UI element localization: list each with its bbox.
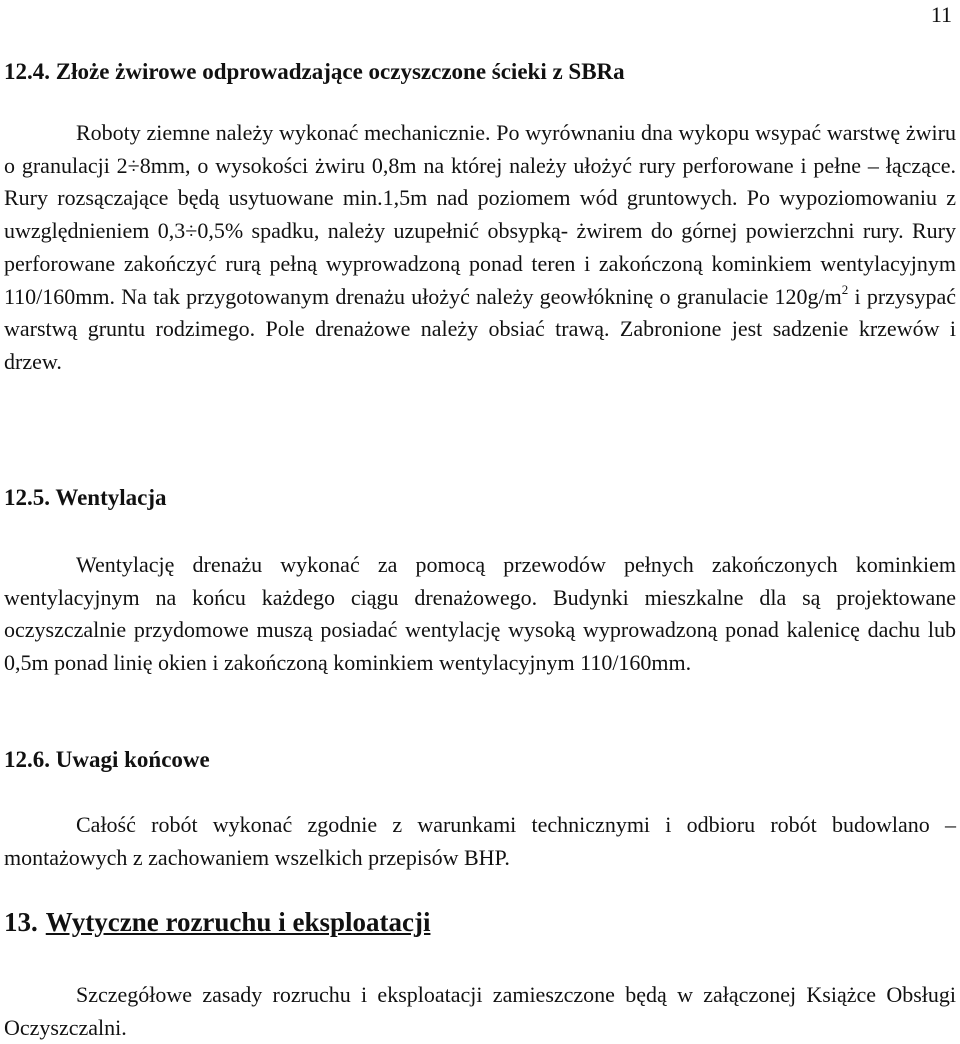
paragraph-gravel-bed-text-1: Roboty ziemne należy wykonać mechanicznie. Po wyrównaniu dna wykopu wsypać warstwę żwiru o granulacji 2÷8mm, o wysokości żwiru 0,8m na której należy ułożyć rury perforowane i pełne – łączące. Rury rozsączające będą usytuowane min.1,5m nad poziomem wód gruntowych. Po wypoziomowaniu z uwzględnieniem 0,3÷0,5% spadku, należy uzupełnić obsypką- żwirem do górnej powierzchni rury. Rury perforowane zakończyć rurą pełną wyprowadzoną ponad teren i zakończoną kominkiem wentylacyjnym 110/160mm. Na tak przygotowanym drenażu ułożyć należy geowłókninę o granulacie 120g/m [4,120,956,309]
superscript-square: 2 [841,281,849,297]
paragraph-gravel-bed [4,117,956,379]
paragraph-ventilation: Wentylację drenażu wykonać za pomocą przewodów pełnych zakończonych kominkiem wentylacyjnym na końcu każdego ciągu drenażowego. Budynki mieszkalne dla są projektowane oczyszczalnie przydomowe muszą posiadać wentylację wysoką wyprowadzoną ponad kalenicę dachu lub 0,5m ponad linię okien i zakończoną kominkiem wentylacyjnym 110/160mm. [4,552,956,676]
section-heading-13 [4,907,430,938]
section-heading-12-6: 12.6. Uwagi końcowe [4,747,210,772]
paragraph-final-remarks: Całość robót wykonać zgodnie z warunkami technicznymi i odbioru robót budowlano – montażowych z zachowaniem wszelkich przepisów BHP. [4,812,956,870]
section-heading-12-4: 12.4. Złoże żwirowe odprowadzające oczyszczone ścieki z SBRa [4,59,625,84]
section-13-number: 13. [4,907,38,937]
paragraph-gravel-bed-text-2: i przysypać warstwą gruntu rodzimego. Pole drenażowe należy obsiać trawą. Zabronione jest sadzenie krzewów i drzew. [4,283,956,374]
section-heading-12-5: 12.5. Wentylacja [4,485,167,510]
page-number: 11 [930,2,952,27]
paragraph-startup-guidelines: Szczegółowe zasady rozruchu i eksploatacji zamieszczone będą w załączonej Książce Obsługi Oczyszczalni. [4,982,956,1040]
section-13-title: Wytyczne rozruchu i eksploatacji [45,907,431,937]
